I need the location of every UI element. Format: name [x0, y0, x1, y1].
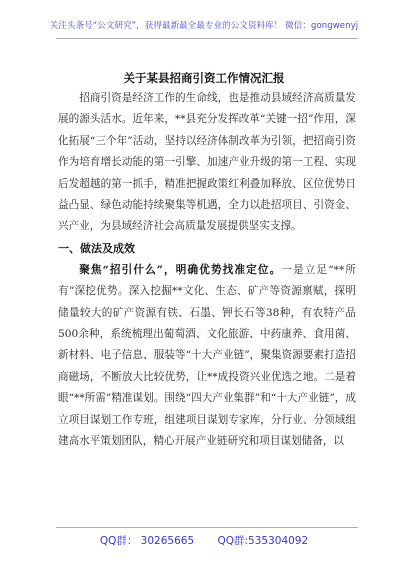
- header-divider: [56, 38, 358, 39]
- paragraph-lead: 聚焦“招引什么”，明确优势找准定位。: [79, 263, 282, 276]
- intro-paragraph: 招商引资是经济工作的生命线，也是推动县域经济高质量发展的源头活水。近年来，**县充分发挥改革“关键一招”作用，深化拓展“三个年”活动，坚持以经济体制改革为引领，把招商引资作为培育增长动能的第一引擎、加速产业升级的第一工程、实现后发超越的第一抓手，精准把握政策红利叠加释放、区位优势日益凸显、绿色动能持续聚集等机遇，全力以赴招项目、引资金、兴产业，为县域经济社会高质量发展提供坚实支撑。: [58, 92, 356, 233]
- footer-qq-group-2: QQ群:535304092: [217, 535, 309, 547]
- footer-divider: [56, 527, 358, 528]
- footer-qq-group-1: QQ群： 30265665: [99, 535, 195, 547]
- paragraph-body: 一是立足“**所有”深挖优势。深入挖掘**文化、生态、矿产等资源禀赋，探明储量较大的矿产资源有铁、石墨、钾长石等38种，有农特产品500余种，系统梳理出葡萄酒、文化旅游、中药康养、食用菌、新材料、电子信息、服装等“十大产业链”，聚集资源要素打造招商磁场，不断放大比较优势，让**成投资兴业优选之地。二是着眼“**所需”精准谋划。围绕“四大产业集群”和“十大产业链”，成立项目谋划工作专班，组建项目谋划专家库，分行业、分领域组建高水平策划团队，精心开展产业链研究和项目谋划储备，以: [58, 263, 357, 448]
- body-paragraph: [58, 260, 356, 453]
- document-body: [58, 88, 356, 453]
- footer-contacts: [0, 533, 408, 548]
- section-heading: 一、做法及成效: [58, 241, 135, 255]
- header-banner: 关注头条号“公文研究”，获得最新最全最专业的公文资料库！ 微信：gongwenyj: [49, 21, 359, 31]
- document-title: 关于某县招商引资工作情况汇报: [123, 71, 285, 85]
